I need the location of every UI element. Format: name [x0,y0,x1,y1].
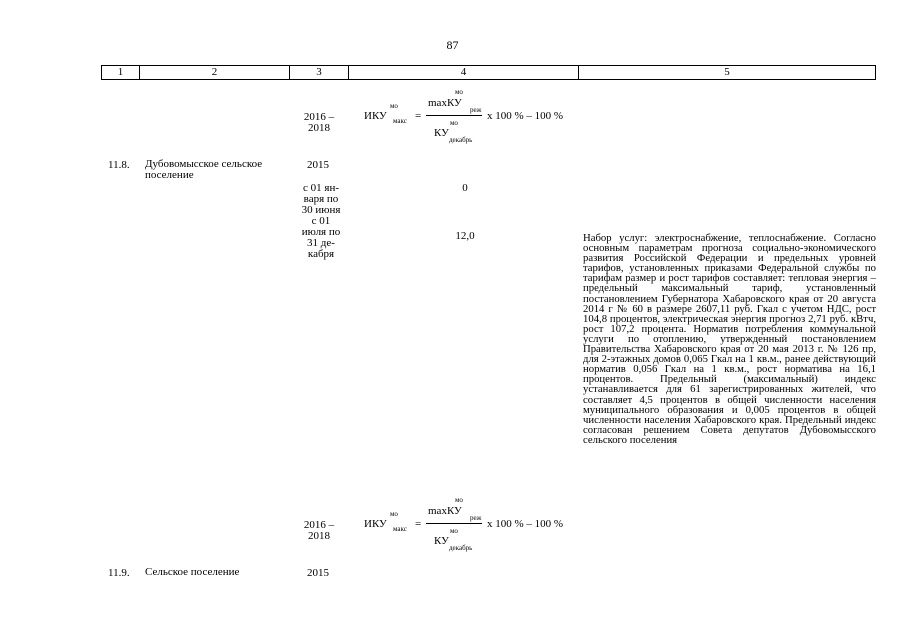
fraction-bar [426,523,482,524]
header-col-4: 4 [349,66,579,80]
settlement-name: Сельское поселение [145,566,240,578]
item-number: 11.9. [108,567,130,579]
period-jul-dec: с 01 июля по 31 де- кабря [301,215,341,260]
formula-iku-2: мо ИКУ макс = мо maxКУ реж мо КУ декабрь х 100 % – 100 % [364,496,564,552]
index-value: 12,0 [455,230,475,242]
year: 2015 [307,567,329,579]
year: 2015 [307,159,329,171]
header-col-5: 5 [579,66,876,80]
description-text: Набор услуг: электроснабжение, теплоснабжение. Согласно основным параметрам прогноза социально-экономического развития Российской Федерации и предельных уровней тарифов, установленных приказами Федеральной службы по тарифам размер и рост тарифов составляет: тепловая энергия – предельный максимальный тариф, установленный постановлением Губернатора Хабаровского края от 20 августа 2014 г № 60 в размере 2607,11 руб. Гкал с учетом НДС, рост 104,8 процентов, электрическая энергия прогноз 2,71 руб. кВтч, рост 107,2 процента. Норматив потребления коммунальной услуги по отоплению, утвержденный постановлением Правительства Хабаровского края от 20 мая 2013 г. № 126 пр, для 2-этажных домов 0,065 Гкал на 1 кв.м., ранее действующий норматив 0,056 Гкал на 1 кв.м., рост норматива на 16,1 процентов. Предельный (максимальный) индекс устанавливается для 61 зарегистрированных жителей, что составляет 4,5 процентов в общей численности населения муниципального образования и 0,005 процентов в общей численности населения Хабаровского края. Предельный индекс согласован решением Совета депутатов Дубовомысского сельского поселения [583,232,876,446]
item-number: 11.8. [108,159,130,171]
header-col-1: 1 [102,66,140,80]
page-number: 87 [446,38,459,52]
header-col-3: 3 [290,66,349,80]
formula-iku-1: мо ИКУ макс = мо maxКУ реж мо КУ декабрь х 100 % – 100 % [364,88,564,144]
settlement-name: Дубовомысское сельское поселение [145,158,263,181]
header-col-2: 2 [140,66,290,80]
fraction-bar [426,115,482,116]
table-header [101,65,876,80]
period-2016-2018: 2016 – 2018 [303,519,335,542]
index-value: 0 [462,182,468,194]
period-jan-jun: с 01 ян- варя по 30 июня [301,182,341,216]
period-2016-2018: 2016 – 2018 [303,111,335,134]
